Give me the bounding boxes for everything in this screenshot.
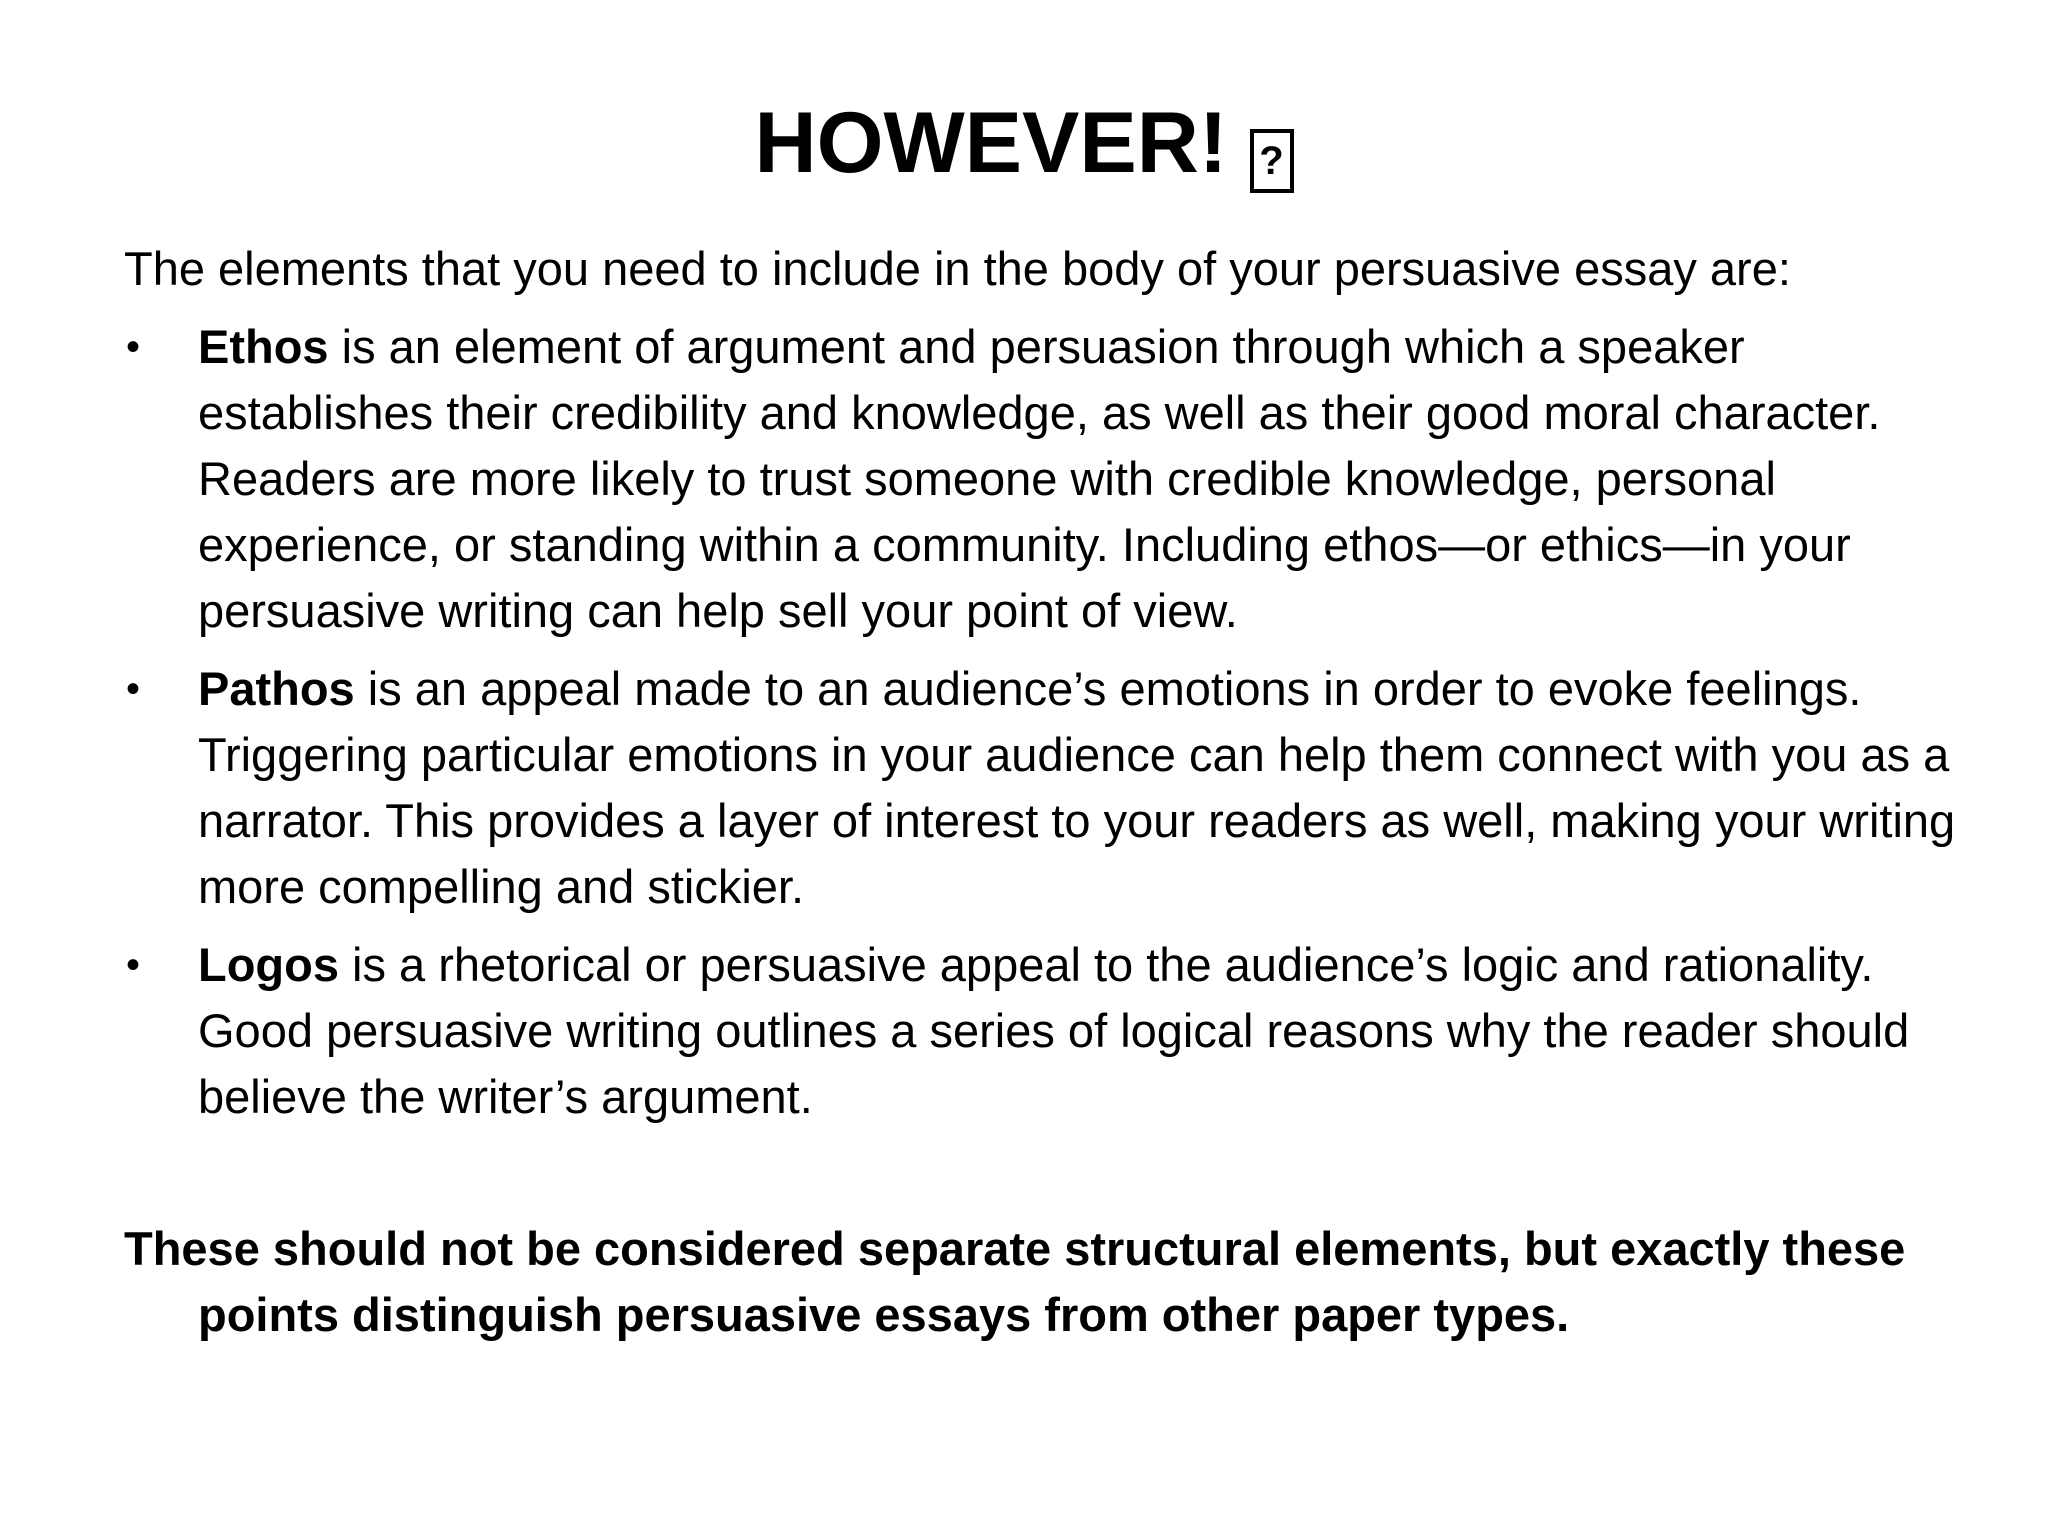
bullet-list <box>124 314 1964 1130</box>
bullet-item-pathos <box>124 656 1964 920</box>
closing-statement: These should not be considered separate structural elements, but exactly these points distinguish persuasive essays from other paper types. <box>124 1222 1906 1341</box>
bullet-dot-icon: • <box>126 667 141 711</box>
term-ethos: Ethos <box>198 320 329 373</box>
intro-text: The elements that you need to include in the body of your persuasive essay are: <box>124 242 1791 295</box>
description-logos: is a rhetorical or persuasive appeal to the audience’s logic and rationality. Good persuasive writing outlines a series of logical reasons why the reader should believe the writer’s argument. <box>198 938 1910 1123</box>
description-ethos: is an element of argument and persuasion through which a speaker establishes their credibility and knowledge, as well as their good moral character. Readers are more likely to trust someone with credible knowledge, personal experience, or standing within a community. Including ethos—or ethics—in your persuasive writing can help sell your point of view. <box>198 320 1881 637</box>
term-pathos: Pathos <box>198 662 355 715</box>
bullet-dot-icon: • <box>126 943 141 987</box>
bullet-item-ethos <box>124 314 1964 644</box>
missing-glyph-icon: ? <box>1250 129 1294 193</box>
description-pathos: is an appeal made to an audience’s emotions in order to evoke feelings. Triggering particular emotions in your audience can help them connect with you as a narrator. This provides a layer of interest to your readers as well, making your writing more compelling and stickier. <box>198 662 1956 913</box>
term-logos: Logos <box>198 938 339 991</box>
bullet-dot-icon: • <box>126 325 141 369</box>
bullet-item-logos <box>124 932 1964 1130</box>
slide-title-text: HOWEVER! <box>754 95 1228 191</box>
slide-body <box>124 236 1964 1395</box>
slide-title <box>0 88 2048 198</box>
